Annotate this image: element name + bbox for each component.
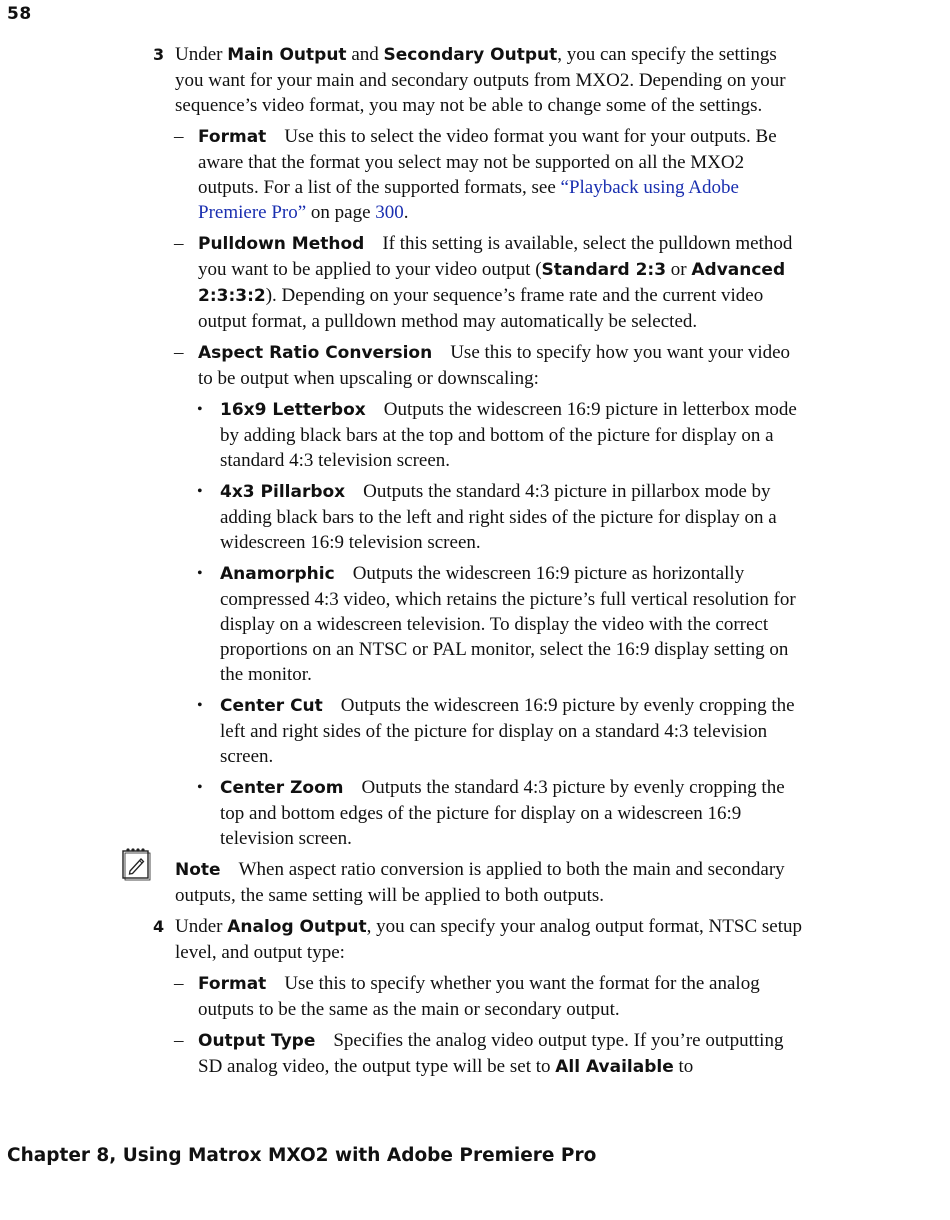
dash-marker: – <box>174 126 184 147</box>
all-available-term: All Available <box>555 1057 674 1077</box>
playback-link[interactable]: “Playback using Adobe Premiere Pro” <box>198 177 739 223</box>
note-label: Note <box>175 860 221 880</box>
dash-marker: – <box>174 973 184 994</box>
step-number: 4 <box>153 917 165 936</box>
note-text: When aspect ratio conversion is applied to both the main and secondary outputs, the same setting will be applied to both outputs. <box>175 859 785 906</box>
page-number: 58 <box>7 4 32 24</box>
analog-format-item: – Format Use this to specify whether you want the format for the analog outputs to be the same as the main or secondary output. <box>174 973 760 1020</box>
step-number: 3 <box>153 45 165 64</box>
note-block <box>0 857 808 908</box>
bullet-term: Center Cut <box>220 696 323 716</box>
bullet-center-zoom: • Center Zoom Outputs the standard 4:3 picture by evenly cropping the top and bottom edges of the picture for display on a widescreen 16:9 television screen. <box>197 777 785 849</box>
bullet-center-cut: • Center Cut Outputs the widescreen 16:9 picture by evenly cropping the left and right sides of the picture for display on a standard 4:3 television screen. <box>197 695 795 767</box>
step-4: 4 Under Analog Output, you can specify your analog output format, NTSC setup level, and output type: <box>153 916 802 963</box>
format-term: Format <box>198 127 267 147</box>
page-300-link[interactable]: 300 <box>375 202 404 223</box>
dash-marker: – <box>174 342 184 363</box>
chapter-footer: Chapter 8, Using Matrox MXO2 with Adobe Premiere Pro <box>7 1145 597 1166</box>
aspect-ratio-term: Aspect Ratio Conversion <box>198 343 433 363</box>
pulldown-method-item: – Pulldown Method If this setting is available, select the pulldown method you want to be applied to your video output (Standard 2:3 or Advanced 2:3:3:2). Depending on your sequence’s frame rate and the current video output format, a pulldown method may automatically be selected. <box>174 233 793 332</box>
bullet-marker: • <box>197 483 203 500</box>
notepad-pencil-icon <box>121 845 151 881</box>
dash-marker: – <box>174 1030 184 1051</box>
bullet-term: 16x9 Letterbox <box>220 400 366 420</box>
secondary-output-term: Secondary Output <box>383 45 558 65</box>
output-type-item: – Output Type Specifies the analog video output type. If you’re outputting SD analog video, the output type will be set to All Available to <box>174 1030 784 1077</box>
bullet-pillarbox: • 4x3 Pillarbox Outputs the standard 4:3 picture in pillarbox mode by adding black bars to the left and right sides of the picture for display on a widescreen 16:9 television screen. <box>197 481 777 553</box>
bullet-term: Anamorphic <box>220 564 335 584</box>
document-body <box>0 42 950 1086</box>
bullet-letterbox: • 16x9 Letterbox Outputs the widescreen 16:9 picture in letterbox mode by adding black bars at the top and bottom of the picture for display on a standard 4:3 television screen. <box>197 399 797 471</box>
bullet-term: 4x3 Pillarbox <box>220 482 346 502</box>
step-3: 3 Under Main Output and Secondary Output, you can specify the settings you want for your main and secondary outputs from MXO2. Depending on your sequence’s video format, you may not be able to change some of the settings. <box>153 44 786 116</box>
pulldown-method-term: Pulldown Method <box>198 234 365 254</box>
aspect-ratio-item: – Aspect Ratio Conversion Use this to specify how you want your video to be output when upscaling or downscaling: <box>174 342 791 389</box>
bullet-marker: • <box>197 565 203 582</box>
advanced-2332-term: Advanced 2:3:3:2 <box>198 260 786 306</box>
standard-23-term: Standard 2:3 <box>541 260 667 280</box>
format-item: – Format Use this to select the video format you want for your outputs. Be aware that the format you select may not be supported on all the MXO2 outputs. For a list of the supported formats, see “Playback using Adobe Premiere Pro” on page 300. <box>174 126 777 223</box>
format-term: Format <box>198 974 267 994</box>
bullet-anamorphic: • Anamorphic Outputs the widescreen 16:9 picture as horizontally compressed 4:3 video, which retains the picture’s full vertical resolution for display on a widescreen television. To display the video with the correct proportions on an NTSC or PAL monitor, select the 16:9 display setting on the monitor. <box>197 563 796 685</box>
analog-output-term: Analog Output <box>227 917 367 937</box>
bullet-marker: • <box>197 779 203 796</box>
dash-marker: – <box>174 233 184 254</box>
bullet-marker: • <box>197 697 203 714</box>
bullet-term: Center Zoom <box>220 778 344 798</box>
output-type-term: Output Type <box>198 1031 316 1051</box>
main-output-term: Main Output <box>227 45 347 65</box>
bullet-marker: • <box>197 401 203 418</box>
